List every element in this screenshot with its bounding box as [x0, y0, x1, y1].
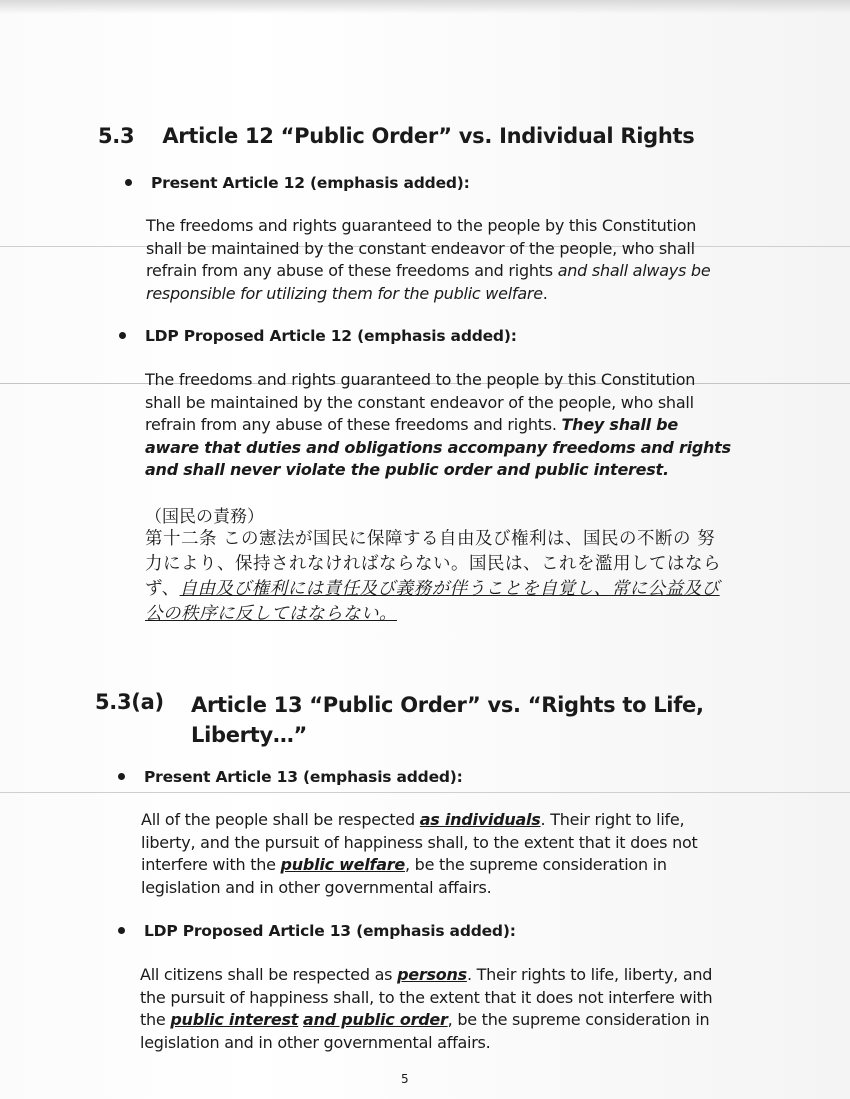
ldp-article-13-text — [140, 964, 730, 1054]
paragraph-text: . Their rights to life, liberty, and the pursuit of happiness shall, to the extent that it does not interfere with the — [140, 965, 713, 1029]
present-article-13-text — [141, 809, 731, 899]
bullet-dot — [118, 773, 125, 780]
page-number: 5 — [401, 1072, 409, 1086]
section-heading-line: Liberty…” — [191, 723, 308, 747]
bullet-label: Present Article 12 (emphasis added): — [151, 174, 470, 192]
emphasis-text: and shall always be responsible for utilizing them for the public welfare — [146, 261, 711, 303]
bullet-dot — [119, 332, 126, 339]
emphasis-text: They shall be aware that duties and obligations accompany freedoms and rights and shall never violate the public order and public interest. — [145, 415, 731, 479]
paragraph-text: , be the supreme consideration in legislation and in other governmental affairs. — [140, 1010, 710, 1052]
section-heading-line: Article 13 “Public Order” vs. “Rights to Life, — [191, 693, 704, 717]
paragraph-text: . — [542, 283, 548, 303]
paragraph-text: All citizens shall be respected as — [140, 965, 398, 984]
bullet-label: Present Article 13 (emphasis added): — [144, 768, 463, 786]
bullet-label: LDP Proposed Article 13 (emphasis added): — [144, 922, 516, 940]
paragraph-text: . Their right to life, liberty, and the pursuit of happiness shall, to the extent that it does not interfere with the — [141, 810, 698, 874]
paragraph-text: , be the supreme consideration in legislation and in other governmental affairs. — [141, 855, 667, 897]
bullet-ldp-article-12 — [119, 327, 517, 345]
bullet-present-article-13 — [118, 768, 463, 786]
paragraph-text: All of the people shall be respected — [141, 810, 420, 829]
present-article-12-text — [146, 215, 736, 305]
section-title-5-3a — [191, 690, 704, 750]
scan-edge — [0, 0, 850, 14]
bullet-label: LDP Proposed Article 12 (emphasis added): — [145, 327, 517, 345]
japanese-emphasis-text: 自由及び権利には責任及び義務が伴うことを自覚し、常に公益及び 公の秩序に反してはならない。 — [145, 579, 720, 624]
ldp-article-12-text — [145, 369, 735, 482]
japanese-article-12-text — [145, 527, 725, 627]
underlined-emphasis: public interest — [170, 1010, 299, 1029]
paragraph-text: The freedoms and rights guaranteed to the people by this Constitution shall be maintained by the constant endeavor of the people, who shall refrain from any abuse of these freedoms and rights — [146, 216, 697, 280]
japanese-heading: （国民の責務） — [145, 507, 264, 527]
japanese-text: 第十二条 この憲法が国民に保障する自由及び権利は、国民の不断の 努力により、保持されなければならない。国民は、これを濫用してはなら ず、 — [145, 529, 721, 599]
underlined-emphasis: public welfare — [280, 855, 405, 874]
bullet-present-article-12 — [125, 174, 470, 192]
section-heading: Article 12 “Public Order” vs. Individual Rights — [162, 124, 695, 148]
section-title-5-3 — [98, 124, 694, 148]
scan-fold-line — [0, 792, 850, 793]
bullet-dot — [125, 179, 132, 186]
section-number: 5.3 — [98, 124, 135, 148]
underlined-emphasis: persons — [397, 965, 467, 984]
bullet-dot — [118, 927, 125, 934]
bullet-ldp-article-13 — [118, 922, 516, 940]
underlined-emphasis: and public order — [303, 1010, 448, 1029]
underlined-emphasis: as individuals — [419, 810, 541, 829]
section-number-5-3a: 5.3(a) — [95, 690, 164, 714]
paragraph-text: The freedoms and rights guaranteed to the people by this Constitution shall be maintained by the constant endeavor of the people, who shall refrain from any abuse of these freedoms and rights. — [145, 370, 696, 434]
